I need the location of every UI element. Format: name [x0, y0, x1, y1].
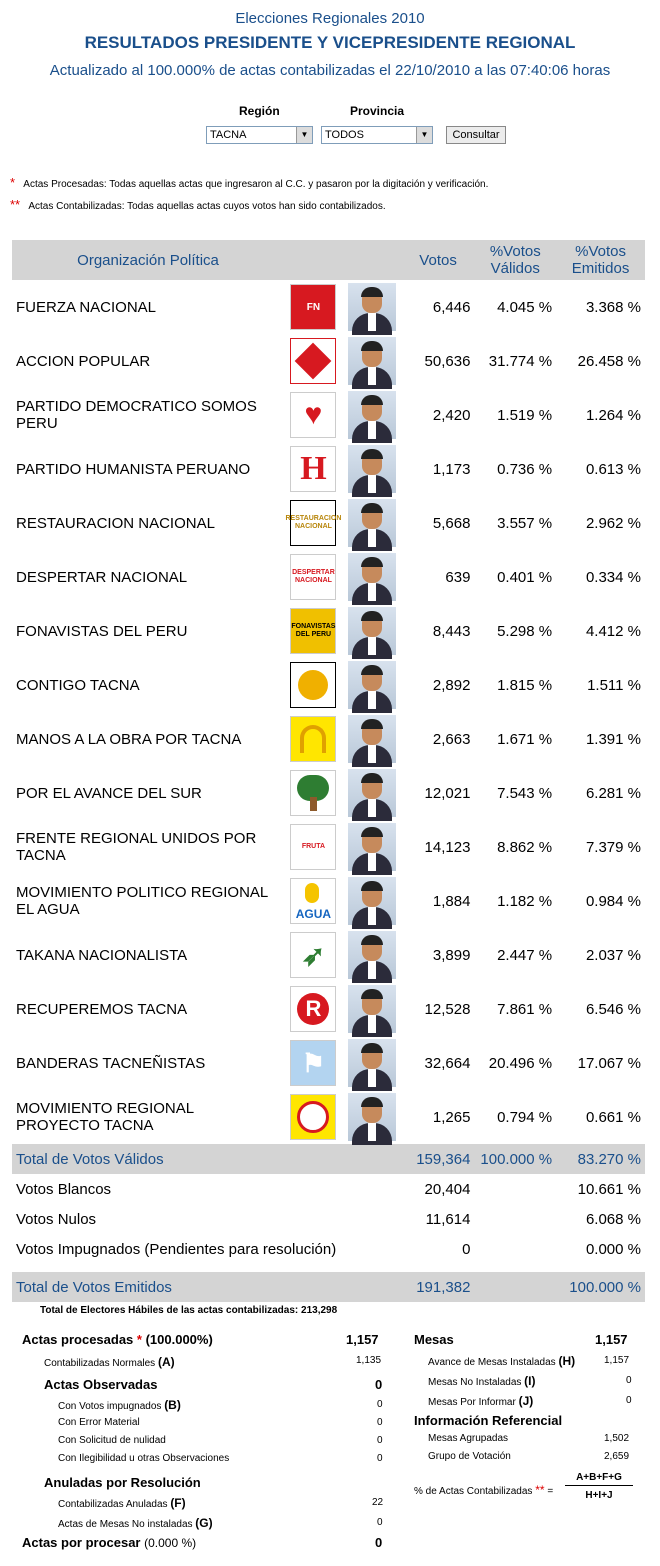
con-error-value: 0	[377, 1417, 383, 1428]
candidate-photo	[348, 391, 396, 439]
nulos-row	[12, 1204, 645, 1234]
contabilizadas-anuladas-line	[58, 1496, 186, 1510]
con-solicitud-label: Con Solicitud de nulidad	[58, 1435, 166, 1446]
actas-procesadas-label: Actas procesadas	[22, 1332, 134, 1347]
party-votos: 5,668	[432, 514, 471, 532]
party-validos: 7.543 %	[497, 784, 553, 802]
por-procesar-label: Actas por procesar	[22, 1535, 141, 1550]
party-logo-cell	[284, 820, 343, 874]
candidate-photo	[348, 445, 396, 493]
party-emitidos: 1.511 %	[587, 676, 641, 694]
mesas-label: Mesas	[414, 1332, 454, 1347]
party-logo-cell	[284, 874, 343, 928]
candidate-photo	[348, 283, 396, 331]
letter-i: (I)	[524, 1374, 536, 1388]
empty-cell	[474, 1204, 556, 1234]
party-logo-icon: ♥	[290, 392, 336, 438]
party-logo-icon: ➶	[290, 932, 336, 978]
candidate-photo-cell	[343, 1090, 402, 1144]
results-title: RESULTADOS PRESIDENTE Y VICEPRESIDENTE REGIONAL	[84, 33, 576, 52]
party-row	[12, 874, 645, 928]
con-votos-impugnados-value: 0	[377, 1399, 383, 1410]
party-validos: 2.447 %	[497, 946, 553, 964]
note-text: Actas Procesadas: Todas aquellas actas que ingresaron al C.C. y pasaron por la digitación y verificación.	[23, 179, 489, 190]
total-emitidos-votos: 191,382	[402, 1272, 475, 1302]
note-procesadas	[10, 175, 488, 190]
party-logo-cell	[284, 334, 343, 388]
no-instaladas-value: 0	[626, 1375, 632, 1386]
candidate-photo-cell	[343, 982, 402, 1036]
party-emitidos: 26.458 %	[577, 352, 641, 370]
party-logo-icon	[290, 716, 336, 762]
contabilizadas-normales-value: 1,135	[356, 1355, 382, 1366]
letter-b: (B)	[164, 1398, 181, 1412]
region-select[interactable]	[206, 126, 313, 144]
empty-cell	[284, 1272, 343, 1302]
provincia-select-value: TODOS	[325, 129, 364, 141]
party-votos: 2,420	[432, 406, 471, 424]
total-validos-pct-validos: 100.000 %	[474, 1144, 556, 1174]
party-row	[12, 1036, 645, 1090]
table-header-row	[12, 240, 645, 280]
actas-procesadas-line	[22, 1332, 213, 1347]
total-validos-pct-emitidos: 83.270 %	[556, 1144, 645, 1174]
party-row	[12, 442, 645, 496]
blancos-votos: 20,404	[424, 1180, 471, 1198]
party-logo-icon: FRUTA	[290, 824, 336, 870]
no-instaladas-line	[428, 1374, 536, 1388]
contabilizadas-normales-label: Contabilizadas Normales	[44, 1358, 156, 1369]
por-informar-label: Mesas Por Informar	[428, 1397, 516, 1408]
por-informar-line	[428, 1394, 533, 1408]
party-logo-icon: FN	[290, 284, 336, 330]
party-name: FRENTE REGIONAL UNIDOS POR TACNA	[16, 830, 257, 864]
total-validos-votos: 159,364	[402, 1144, 475, 1174]
anuladas-label: Anuladas por Resolución	[44, 1475, 201, 1490]
por-procesar-pct: (0.000 %)	[144, 1536, 197, 1550]
grupo-value: 2,659	[604, 1451, 630, 1462]
party-row	[12, 712, 645, 766]
party-validos: 4.045 %	[497, 298, 553, 316]
party-logo-cell	[284, 550, 343, 604]
candidate-photo	[348, 337, 396, 385]
empty-cell	[343, 1144, 402, 1174]
observadas-label: Actas Observadas	[44, 1377, 158, 1392]
candidate-photo	[348, 931, 396, 979]
star-marker: *	[10, 175, 16, 190]
party-validos: 8.862 %	[497, 838, 553, 856]
party-row	[12, 604, 645, 658]
grupo-label: Grupo de Votación	[428, 1451, 511, 1462]
nulos-votos: 11,614	[425, 1210, 471, 1228]
party-emitidos: 0.334 %	[585, 568, 641, 586]
electores-line	[40, 1305, 337, 1316]
party-validos: 0.736 %	[497, 460, 553, 478]
party-logo-cell	[284, 658, 343, 712]
party-name: FUERZA NACIONAL	[16, 298, 157, 316]
party-row	[12, 280, 645, 334]
actas-no-instaladas-value: 0	[377, 1517, 383, 1528]
empty-cell	[474, 1234, 556, 1264]
party-validos: 7.861 %	[497, 1000, 553, 1018]
letter-f: (F)	[170, 1496, 186, 1510]
election-title: Elecciones Regionales 2010	[235, 10, 425, 27]
impugnados-label: Votos Impugnados (Pendientes para resolución)	[16, 1240, 337, 1258]
provincia-select[interactable]	[321, 126, 433, 144]
party-emitidos: 7.379 %	[585, 838, 641, 856]
candidate-photo-cell	[343, 550, 402, 604]
candidate-photo	[348, 769, 396, 817]
empty-cell	[474, 1272, 556, 1302]
party-logo-icon	[290, 662, 336, 708]
nulos-label: Votos Nulos	[16, 1210, 97, 1228]
letter-a: (A)	[157, 1355, 175, 1369]
party-row	[12, 496, 645, 550]
chevron-down-icon: ▼	[296, 127, 312, 143]
nulos-pct: 6.068 %	[585, 1210, 641, 1228]
empty-cell	[474, 1174, 556, 1204]
party-logo-icon	[290, 770, 336, 816]
party-votos: 2,892	[432, 676, 471, 694]
logo-header	[284, 240, 343, 280]
page-header	[0, 0, 660, 82]
party-name: DESPERTAR NACIONAL	[16, 568, 188, 586]
party-name: POR EL AVANCE DEL SUR	[16, 784, 202, 802]
note-text: Actas Contabilizadas: Todas aquellas actas cuyos votos han sido contabilizados.	[28, 201, 386, 212]
pct-contabilizadas-line	[414, 1483, 553, 1497]
con-votos-impugnados-label: Con Votos impugnados	[58, 1401, 162, 1412]
note-contabilizadas	[10, 197, 386, 212]
total-emitidos-label: Total de Votos Emitidos	[12, 1272, 284, 1302]
contabilizadas-normales-line	[44, 1355, 175, 1369]
provincia-label: Provincia	[350, 104, 405, 118]
con-ilegibilidad-label: Con Ilegibilidad u otras Observaciones	[58, 1453, 230, 1464]
actas-no-instaladas-line	[58, 1516, 213, 1530]
electores-label: Total de Electores Hábiles de las actas contabilizadas:	[40, 1305, 299, 1316]
party-row	[12, 820, 645, 874]
party-row	[12, 982, 645, 1036]
candidate-photo	[348, 823, 396, 871]
candidate-photo	[348, 1093, 396, 1141]
party-votos: 1,265	[432, 1108, 471, 1126]
party-validos: 1.815 %	[497, 676, 553, 694]
avance-label: Avance de Mesas Instaladas	[428, 1357, 556, 1368]
con-ilegibilidad-value: 0	[377, 1453, 383, 1464]
letter-g: (G)	[195, 1516, 213, 1530]
party-emitidos: 6.546 %	[585, 1000, 641, 1018]
party-name: PARTIDO DEMOCRATICO SOMOS PERU	[16, 398, 257, 432]
party-row	[12, 766, 645, 820]
agrupadas-value: 1,502	[604, 1433, 630, 1444]
party-row	[12, 1090, 645, 1144]
consultar-button[interactable]: Consultar	[446, 126, 506, 144]
agrupadas-label: Mesas Agrupadas	[428, 1433, 509, 1444]
total-validos-label: Total de Votos Válidos	[12, 1144, 284, 1174]
por-procesar-line	[22, 1535, 196, 1550]
party-name: MOVIMIENTO POLITICO REGIONAL EL AGUA	[16, 884, 268, 918]
candidate-photo-cell	[343, 820, 402, 874]
party-validos: 31.774 %	[488, 352, 553, 370]
candidate-photo-cell	[343, 334, 402, 388]
party-validos: 0.794 %	[497, 1108, 553, 1126]
party-votos: 12,021	[424, 784, 471, 802]
party-row	[12, 550, 645, 604]
spacer	[12, 1264, 645, 1272]
empty-cell	[284, 1144, 343, 1174]
party-votos: 1,173	[432, 460, 471, 478]
con-solicitud-value: 0	[377, 1435, 383, 1446]
party-validos: 1.519 %	[497, 406, 553, 424]
actas-procesadas-value: 1,157	[346, 1332, 379, 1347]
avance-line	[428, 1354, 575, 1368]
party-logo-cell	[284, 604, 343, 658]
party-emitidos: 2.962 %	[585, 514, 641, 532]
results-table	[12, 240, 645, 1302]
party-logo-icon: AGUA	[290, 878, 336, 924]
party-name: RECUPEREMOS TACNA	[16, 1000, 188, 1018]
blancos-pct: 10.661 %	[577, 1180, 641, 1198]
candidate-photo-cell	[343, 496, 402, 550]
star-marker: **	[535, 1483, 545, 1497]
filter-bar	[0, 102, 660, 152]
contabilizadas-anuladas-label: Contabilizadas Anuladas	[58, 1499, 168, 1510]
party-votos: 14,123	[424, 838, 471, 856]
region-label: Región	[239, 104, 280, 118]
votos-header: Votos	[402, 240, 475, 280]
pct-label: % de Actas Contabilizadas	[414, 1486, 533, 1497]
candidate-photo	[348, 553, 396, 601]
party-name: PARTIDO HUMANISTA PERUANO	[16, 460, 251, 478]
party-logo-cell	[284, 712, 343, 766]
no-instaladas-label: Mesas No Instaladas	[428, 1377, 522, 1388]
party-logo-cell	[284, 496, 343, 550]
con-votos-impugnados-line	[58, 1398, 181, 1412]
party-validos: 3.557 %	[497, 514, 553, 532]
party-votos: 639	[445, 568, 471, 586]
contabilizadas-anuladas-value: 22	[372, 1497, 384, 1508]
letter-h: (H)	[558, 1354, 576, 1368]
letter-j: (J)	[518, 1394, 534, 1408]
candidate-photo-cell	[343, 442, 402, 496]
party-validos: 0.401 %	[497, 568, 553, 586]
party-logo-icon: RESTAURACION NACIONAL	[290, 500, 336, 546]
party-emitidos: 17.067 %	[577, 1054, 641, 1072]
total-emitidos-row	[12, 1272, 645, 1302]
party-name: FONAVISTAS DEL PERU	[16, 622, 188, 640]
candidate-photo-cell	[343, 874, 402, 928]
party-logo-icon: FONAVISTAS DEL PERU	[290, 608, 336, 654]
org-header: Organización Política	[12, 240, 284, 280]
candidate-photo	[348, 1039, 396, 1087]
party-validos: 20.496 %	[488, 1054, 553, 1072]
actas-no-instaladas-label: Actas de Mesas No instaladas	[58, 1519, 193, 1530]
party-row	[12, 928, 645, 982]
chevron-down-icon: ▼	[416, 127, 432, 143]
star-marker: **	[10, 197, 21, 212]
blancos-label: Votos Blancos	[16, 1180, 112, 1198]
party-emitidos: 0.661 %	[585, 1108, 641, 1126]
party-name: RESTAURACION NACIONAL	[16, 514, 215, 532]
con-error-label: Con Error Material	[58, 1417, 140, 1428]
observadas-value: 0	[375, 1377, 383, 1392]
candidate-photo-cell	[343, 1036, 402, 1090]
candidate-photo	[348, 607, 396, 655]
mesas-value: 1,157	[595, 1332, 628, 1347]
candidate-photo-cell	[343, 388, 402, 442]
party-logo-cell	[284, 1090, 343, 1144]
impugnados-pct: 0.000 %	[585, 1240, 641, 1258]
actas-procesadas-pct: (100.000%)	[145, 1332, 213, 1347]
party-emitidos: 0.613 %	[585, 460, 641, 478]
party-emitidos: 1.264 %	[585, 406, 641, 424]
update-status: Actualizado al 100.000% de actas contabilizadas el 22/10/2010 a las 07:40:06 horas	[49, 62, 611, 79]
party-logo-icon: H	[290, 446, 336, 492]
party-votos: 1,884	[432, 892, 471, 910]
candidate-photo	[348, 877, 396, 925]
party-logo-icon: R	[290, 986, 336, 1032]
formula-denominator: H+I+J	[585, 1490, 613, 1501]
impugnados-row	[12, 1234, 645, 1264]
party-logo-cell	[284, 280, 343, 334]
party-votos: 50,636	[424, 352, 471, 370]
party-emitidos: 4.412 %	[585, 622, 641, 640]
candidate-photo	[348, 715, 396, 763]
info-ref-label: Información Referencial	[414, 1413, 563, 1428]
candidate-photo	[348, 661, 396, 709]
electores-value: 213,298	[301, 1305, 338, 1316]
party-logo-cell	[284, 928, 343, 982]
party-votos: 8,443	[432, 622, 471, 640]
empty-cell	[343, 1272, 402, 1302]
formula-equals: =	[547, 1486, 554, 1497]
party-row	[12, 388, 645, 442]
party-name: BANDERAS TACNEÑISTAS	[16, 1054, 206, 1072]
party-logo-cell	[284, 442, 343, 496]
party-logo-cell	[284, 766, 343, 820]
party-name: CONTIGO TACNA	[16, 676, 140, 694]
party-emitidos: 1.391 %	[585, 730, 641, 748]
party-emitidos: 6.281 %	[585, 784, 641, 802]
blancos-row	[12, 1174, 645, 1204]
party-row	[12, 658, 645, 712]
candidate-photo-cell	[343, 712, 402, 766]
party-votos: 2,663	[432, 730, 471, 748]
por-procesar-value: 0	[375, 1535, 383, 1550]
por-informar-value: 0	[626, 1395, 632, 1406]
party-logo-cell	[284, 388, 343, 442]
photo-header	[343, 240, 402, 280]
party-logo-icon: DESPERTAR NACIONAL	[290, 554, 336, 600]
party-name: ACCION POPULAR	[16, 352, 151, 370]
avance-value: 1,157	[604, 1355, 630, 1366]
party-votos: 6,446	[432, 298, 471, 316]
party-emitidos: 0.984 %	[585, 892, 641, 910]
validos-header: %Votos Válidos	[474, 240, 556, 280]
party-name: TAKANA NACIONALISTA	[16, 946, 188, 964]
party-validos: 1.671 %	[497, 730, 553, 748]
party-logo-cell	[284, 982, 343, 1036]
emitidos-header: %Votos Emitidos	[556, 240, 645, 280]
formula	[565, 1472, 633, 1501]
total-validos-row	[12, 1144, 645, 1174]
party-row	[12, 334, 645, 388]
total-emitidos-pct: 100.000 %	[556, 1272, 645, 1302]
party-votos: 12,528	[424, 1000, 471, 1018]
party-emitidos: 3.368 %	[585, 298, 641, 316]
formula-numerator: A+B+F+G	[565, 1472, 633, 1486]
candidate-photo-cell	[343, 658, 402, 712]
candidate-photo-cell	[343, 928, 402, 982]
party-logo-icon: ⚑	[290, 1040, 336, 1086]
candidate-photo	[348, 499, 396, 547]
star-marker: *	[136, 1332, 142, 1347]
impugnados-votos: 0	[462, 1240, 471, 1258]
candidate-photo-cell	[343, 766, 402, 820]
party-name: MANOS A LA OBRA POR TACNA	[16, 730, 242, 748]
party-validos: 5.298 %	[497, 622, 553, 640]
party-votos: 3,899	[432, 946, 471, 964]
party-validos: 1.182 %	[497, 892, 553, 910]
party-name: MOVIMIENTO REGIONAL PROYECTO TACNA	[16, 1100, 194, 1134]
candidate-photo-cell	[343, 280, 402, 334]
candidate-photo-cell	[343, 604, 402, 658]
region-select-value: TACNA	[210, 129, 247, 141]
party-emitidos: 2.037 %	[585, 946, 641, 964]
party-votos: 32,664	[424, 1054, 471, 1072]
party-logo-icon	[290, 338, 336, 384]
candidate-photo	[348, 985, 396, 1033]
party-logo-cell	[284, 1036, 343, 1090]
party-logo-icon	[290, 1094, 336, 1140]
